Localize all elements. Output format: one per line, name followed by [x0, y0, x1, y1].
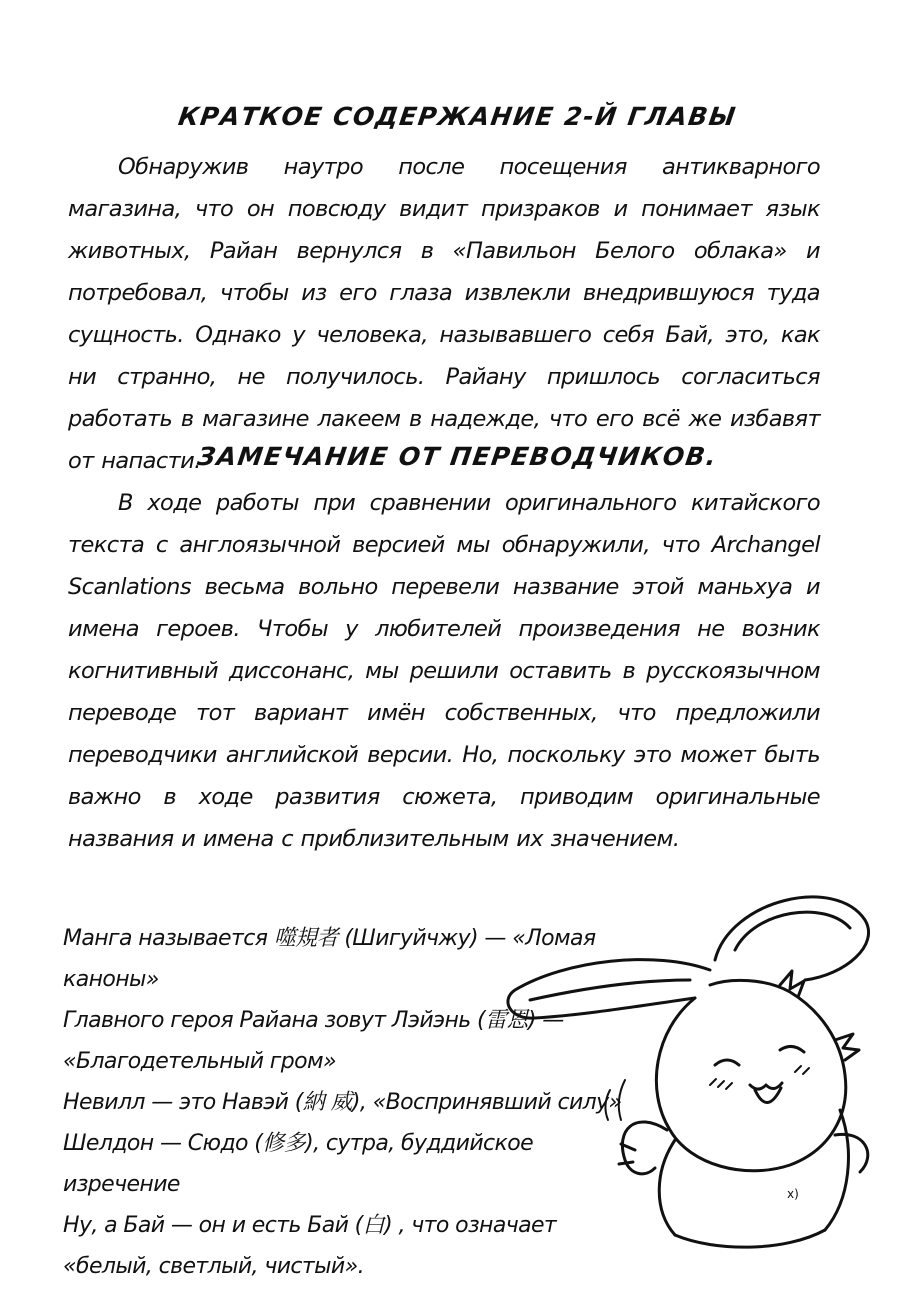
- note-heading: ЗАМЕЧАНИЕ ОТ ПЕРЕВОДЧИКОВ.: [195, 442, 720, 471]
- names-sheldon: Шелдон — Сюдо (修多), сутра, буддийское изречение: [63, 1131, 534, 1197]
- names-bai: Ну, а Бай — он и есть Бай (白) , что означает «белый, светлый, чистый».: [63, 1213, 557, 1279]
- summary-heading: КРАТКОЕ СОДЕРЖАНИЕ 2-Й ГЛАВЫ: [176, 102, 739, 131]
- names-ryan: Главного героя Райана зовут Лэйэнь (雷恩) — «Благодетельный гром»: [63, 1008, 564, 1074]
- summary-text: Обнаружив наутро после посещения антикварного магазина, что он повсюду видит призраков и понимает язык животных, Райан вернулся в «Павильон Белого облака» и потребовал, чтобы из его глаза извлекли внедрившуюся туда сущность. Однако у человека, называвшего себя Бай, это, как ни странно, не получилось. Райану пришлось согласиться работать в магазине лакеем в надежде, что его всё же избавят от напасти.: [68, 154, 820, 474]
- artist-signature: x): [787, 1187, 799, 1201]
- names-neville: Невилл — это Навэй (納 威), «Воспринявший силу»: [63, 1090, 622, 1115]
- note-text: В ходе работы при сравнении оригинального китайского текста с англоязычной версией мы обнаружили, что Archangel Scanlations весьма вольно перевели название этой маньхуа и имена героев. Чтобы у любителей произведения не возник когнитивный диссонанс, мы решили оставить в русскоязычном переводе тот вариант имён собственных, что предложили переводчики английской версии. Но, поскольку это может быть важно в ходе развития сюжета, приводим оригинальные названия и имена с приблизительным их значением.: [68, 490, 820, 852]
- names-manga: Манга называется 噬規者 (Шигуйчжу) — «Ломая каноны»: [63, 926, 596, 992]
- bunny-mascot-illustration: [505, 880, 885, 1250]
